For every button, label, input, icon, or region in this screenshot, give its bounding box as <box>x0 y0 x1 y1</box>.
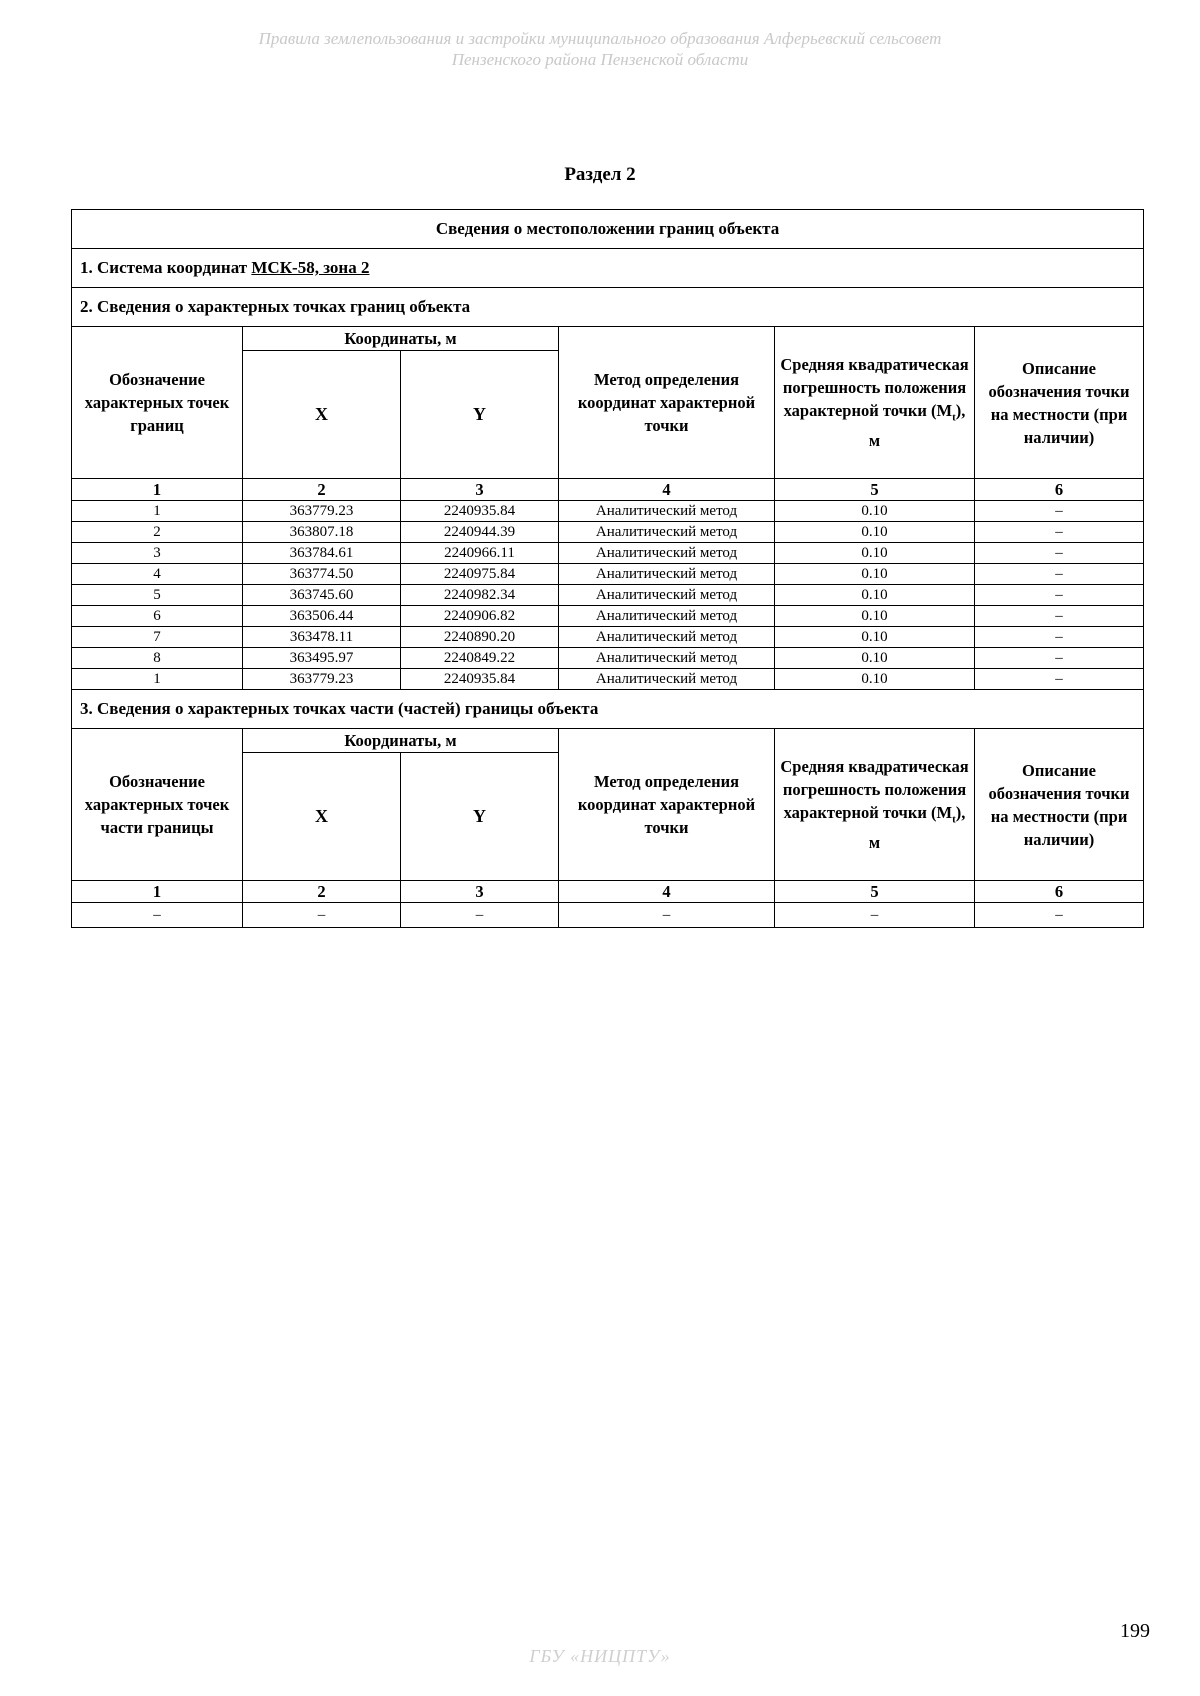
point-id: 4 <box>72 564 243 585</box>
column-number: 5 <box>775 479 975 501</box>
coord-y: 2240935.84 <box>401 501 559 522</box>
point-id: 7 <box>72 627 243 648</box>
error: 0.10 <box>775 648 975 669</box>
coord-y: 2240906.82 <box>401 606 559 627</box>
error-header <box>775 729 975 881</box>
table-row <box>72 669 1144 690</box>
table-row <box>72 564 1144 585</box>
error-header-end: ), м <box>868 802 966 853</box>
column-number: 3 <box>401 479 559 501</box>
table-title: Сведения о местоположении границ объекта <box>72 210 1144 249</box>
page-number: 199 <box>1120 1620 1150 1642</box>
coord-y: – <box>401 903 559 928</box>
coord-x: 363807.18 <box>243 522 401 543</box>
table-row <box>72 501 1144 522</box>
point-id: 3 <box>72 543 243 564</box>
error-header <box>775 327 975 479</box>
coord-y: 2240849.22 <box>401 648 559 669</box>
method: Аналитический метод <box>559 648 775 669</box>
designation-header: Обозначение характерных точек границ <box>72 327 243 479</box>
error: 0.10 <box>775 669 975 690</box>
y-header: Y <box>401 351 559 479</box>
point-id: – <box>72 903 243 928</box>
error: 0.10 <box>775 627 975 648</box>
coordinates-header: Координаты, м <box>243 327 559 351</box>
method: – <box>559 903 775 928</box>
column-number: 2 <box>243 479 401 501</box>
column-number: 4 <box>559 881 775 903</box>
point-id: 2 <box>72 522 243 543</box>
method-header: Метод определения координат характерной точки <box>559 729 775 881</box>
description: – <box>975 564 1144 585</box>
column-number: 3 <box>401 881 559 903</box>
error: – <box>775 903 975 928</box>
description: – <box>975 585 1144 606</box>
coord-x: 363495.97 <box>243 648 401 669</box>
coord-x: 363779.23 <box>243 669 401 690</box>
point-id: 5 <box>72 585 243 606</box>
column-number: 6 <box>975 479 1144 501</box>
column-numbers-row <box>72 479 1144 501</box>
coord-y: 2240975.84 <box>401 564 559 585</box>
table-row <box>72 648 1144 669</box>
error-header-text: Средняя квадратическая погрешность положения характерной точки (M <box>780 354 969 420</box>
method-header: Метод определения координат характерной точки <box>559 327 775 479</box>
column-number: 4 <box>559 479 775 501</box>
column-number: 2 <box>243 881 401 903</box>
coord-x: 363478.11 <box>243 627 401 648</box>
coord-x: 363506.44 <box>243 606 401 627</box>
error: 0.10 <box>775 606 975 627</box>
coord-x: 363745.60 <box>243 585 401 606</box>
column-number: 1 <box>72 479 243 501</box>
point-id: 1 <box>72 669 243 690</box>
coord-system-value: МСК-58, зона 2 <box>251 258 370 277</box>
error: 0.10 <box>775 564 975 585</box>
error-header-text: Средняя квадратическая погрешность положения характерной точки (M <box>780 756 969 822</box>
table-row <box>72 585 1144 606</box>
method: Аналитический метод <box>559 501 775 522</box>
coord-system-label: 1. Система координат <box>80 258 252 277</box>
coord-x: 363779.23 <box>243 501 401 522</box>
coord-y: 2240982.34 <box>401 585 559 606</box>
coord-y: 2240966.11 <box>401 543 559 564</box>
header-line-1: Правила землепользования и застройки муниципального образования Алферьевский сельсовет <box>258 29 942 48</box>
table-row <box>72 522 1144 543</box>
method: Аналитический метод <box>559 564 775 585</box>
column-numbers-row <box>72 881 1144 903</box>
method: Аналитический метод <box>559 627 775 648</box>
section-title: Раздел 2 <box>564 164 636 185</box>
error-header-end: ), м <box>868 400 966 451</box>
method: Аналитический метод <box>559 669 775 690</box>
coord-system-row <box>72 249 1144 288</box>
point-id: 1 <box>72 501 243 522</box>
points-section-title: 2. Сведения о характерных точках границ объекта <box>72 288 1144 327</box>
point-id: 8 <box>72 648 243 669</box>
description: – <box>975 903 1144 928</box>
coord-x: 363784.61 <box>243 543 401 564</box>
point-id: 6 <box>72 606 243 627</box>
coord-x: – <box>243 903 401 928</box>
method: Аналитический метод <box>559 585 775 606</box>
coord-y: 2240935.84 <box>401 669 559 690</box>
description: – <box>975 648 1144 669</box>
method: Аналитический метод <box>559 522 775 543</box>
document-header <box>150 28 1050 70</box>
method: Аналитический метод <box>559 606 775 627</box>
boundary-table <box>71 209 1144 928</box>
description-header: Описание обозначения точки на местности (при наличии) <box>975 327 1144 479</box>
description: – <box>975 522 1144 543</box>
header-line-2: Пензенского района Пензенской области <box>451 50 749 69</box>
description: – <box>975 606 1144 627</box>
coord-x: 363774.50 <box>243 564 401 585</box>
description-header: Описание обозначения точки на местности (при наличии) <box>975 729 1144 881</box>
error: 0.10 <box>775 522 975 543</box>
error: 0.10 <box>775 585 975 606</box>
y-header: Y <box>401 753 559 881</box>
description: – <box>975 669 1144 690</box>
coord-y: 2240944.39 <box>401 522 559 543</box>
error-header-sub: t <box>952 813 956 826</box>
column-number: 6 <box>975 881 1144 903</box>
description: – <box>975 501 1144 522</box>
table-row <box>72 903 1144 928</box>
table-row <box>72 606 1144 627</box>
x-header: X <box>243 753 401 881</box>
description: – <box>975 543 1144 564</box>
table-row <box>72 543 1144 564</box>
error: 0.10 <box>775 543 975 564</box>
table-row <box>72 627 1144 648</box>
coordinates-header: Координаты, м <box>243 729 559 753</box>
designation-part-header: Обозначение характерных точек части границы <box>72 729 243 881</box>
column-number: 5 <box>775 881 975 903</box>
coord-y: 2240890.20 <box>401 627 559 648</box>
document-footer: ГБУ «НИЦПТУ» <box>529 1646 671 1666</box>
x-header: X <box>243 351 401 479</box>
error: 0.10 <box>775 501 975 522</box>
method: Аналитический метод <box>559 543 775 564</box>
error-header-sub: t <box>952 411 956 424</box>
description: – <box>975 627 1144 648</box>
column-number: 1 <box>72 881 243 903</box>
parts-section-title: 3. Сведения о характерных точках части (частей) границы объекта <box>72 690 1144 729</box>
